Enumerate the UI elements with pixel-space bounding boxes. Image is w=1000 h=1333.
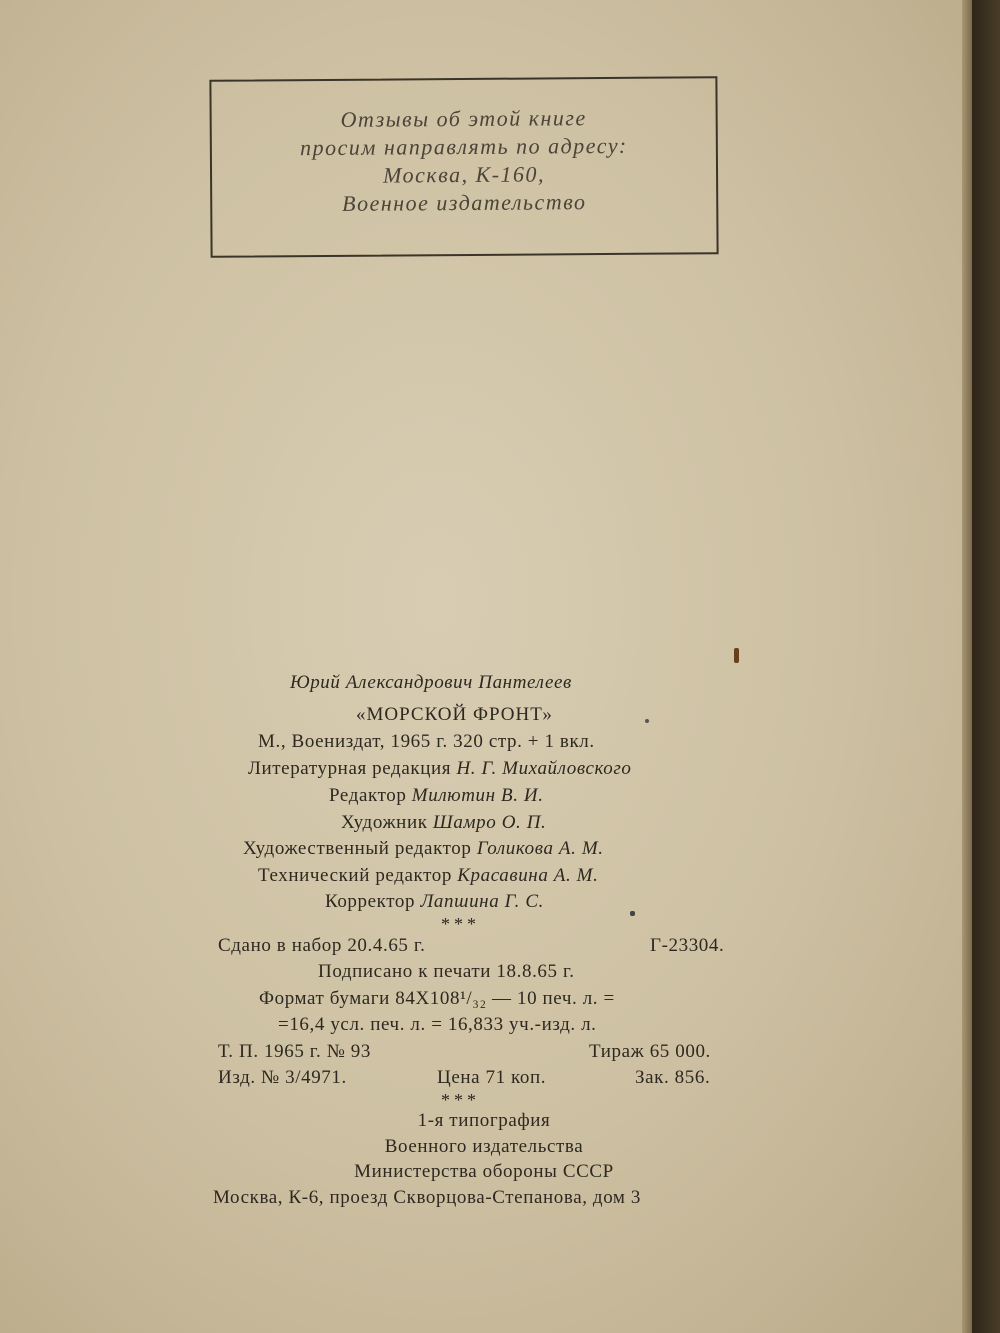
tp-number: Т. П. 1965 г. № 93 <box>218 1041 372 1062</box>
page-edge <box>962 0 972 1333</box>
printer-line: Министерства обороны СССР <box>354 1161 614 1182</box>
person-name: Лапшина Г. С. <box>420 891 544 912</box>
tech-editor-line <box>258 865 598 887</box>
role-label: Корректор <box>325 891 416 912</box>
person-name: Красавина А. М. <box>457 865 599 886</box>
stamp-line: просим направлять по адресу: <box>300 132 628 161</box>
art-editor-line <box>243 838 604 860</box>
typeset-date: Сдано в набор 20.4.65 г. <box>218 935 426 956</box>
role-label: Художник <box>341 812 428 833</box>
person-name: Н. Г. Михайловского <box>456 758 632 779</box>
separator: *** <box>441 1090 480 1110</box>
signed-date: Подписано к печати 18.8.65 г. <box>318 961 575 982</box>
price: Цена 71 коп. <box>437 1067 547 1088</box>
role-label: Редактор <box>329 785 407 806</box>
printer-line: Военного издательства <box>384 1136 584 1157</box>
paper-speck <box>645 719 649 723</box>
censor-code: Г-23304. <box>650 935 725 956</box>
stamp-line: Отзывы об этой книге <box>340 105 587 132</box>
artist-line <box>341 812 546 834</box>
stamp-line: Москва, К-160, <box>383 161 546 188</box>
edition-number: Изд. № 3/4971. <box>218 1067 347 1088</box>
person-name: Милютин В. И. <box>411 785 544 806</box>
sheet-count: =16,4 усл. печ. л. = 16,833 уч.-изд. л. <box>278 1014 597 1035</box>
paper-speck <box>734 648 739 663</box>
author-name: Юрий Александрович Пантелеев <box>290 672 572 693</box>
role-label: Литературная редакция <box>248 758 452 779</box>
proofreader-line <box>325 891 544 913</box>
publication-info: М., Воениздат, 1965 г. 320 стр. + 1 вкл. <box>258 731 595 752</box>
separator: *** <box>441 914 480 934</box>
role-label: Художественный редактор <box>243 838 472 859</box>
person-name: Шамро О. П. <box>432 812 547 833</box>
printer-line: 1-я типография <box>417 1110 551 1131</box>
paper-format: Формат бумаги 84Х108¹/₃₂ — 10 печ. л. = <box>259 988 615 1009</box>
reviews-address-box <box>209 76 718 258</box>
book-spine <box>972 0 1000 1333</box>
book-title: «МОРСКОЙ ФРОНТ» <box>356 704 553 725</box>
paper-speck <box>630 911 635 916</box>
role-label: Технический редактор <box>258 865 452 886</box>
order-number: Зак. 856. <box>635 1067 711 1088</box>
stamp-line: Военное издательство <box>341 189 587 216</box>
person-name: Голикова А. М. <box>476 838 604 859</box>
printer-address: Москва, К-6, проезд Скворцова-Степанова, дом 3 <box>213 1187 642 1208</box>
editor-line <box>329 785 544 807</box>
literary-edit-line <box>248 758 631 780</box>
print-run: Тираж 65 000. <box>589 1041 711 1062</box>
